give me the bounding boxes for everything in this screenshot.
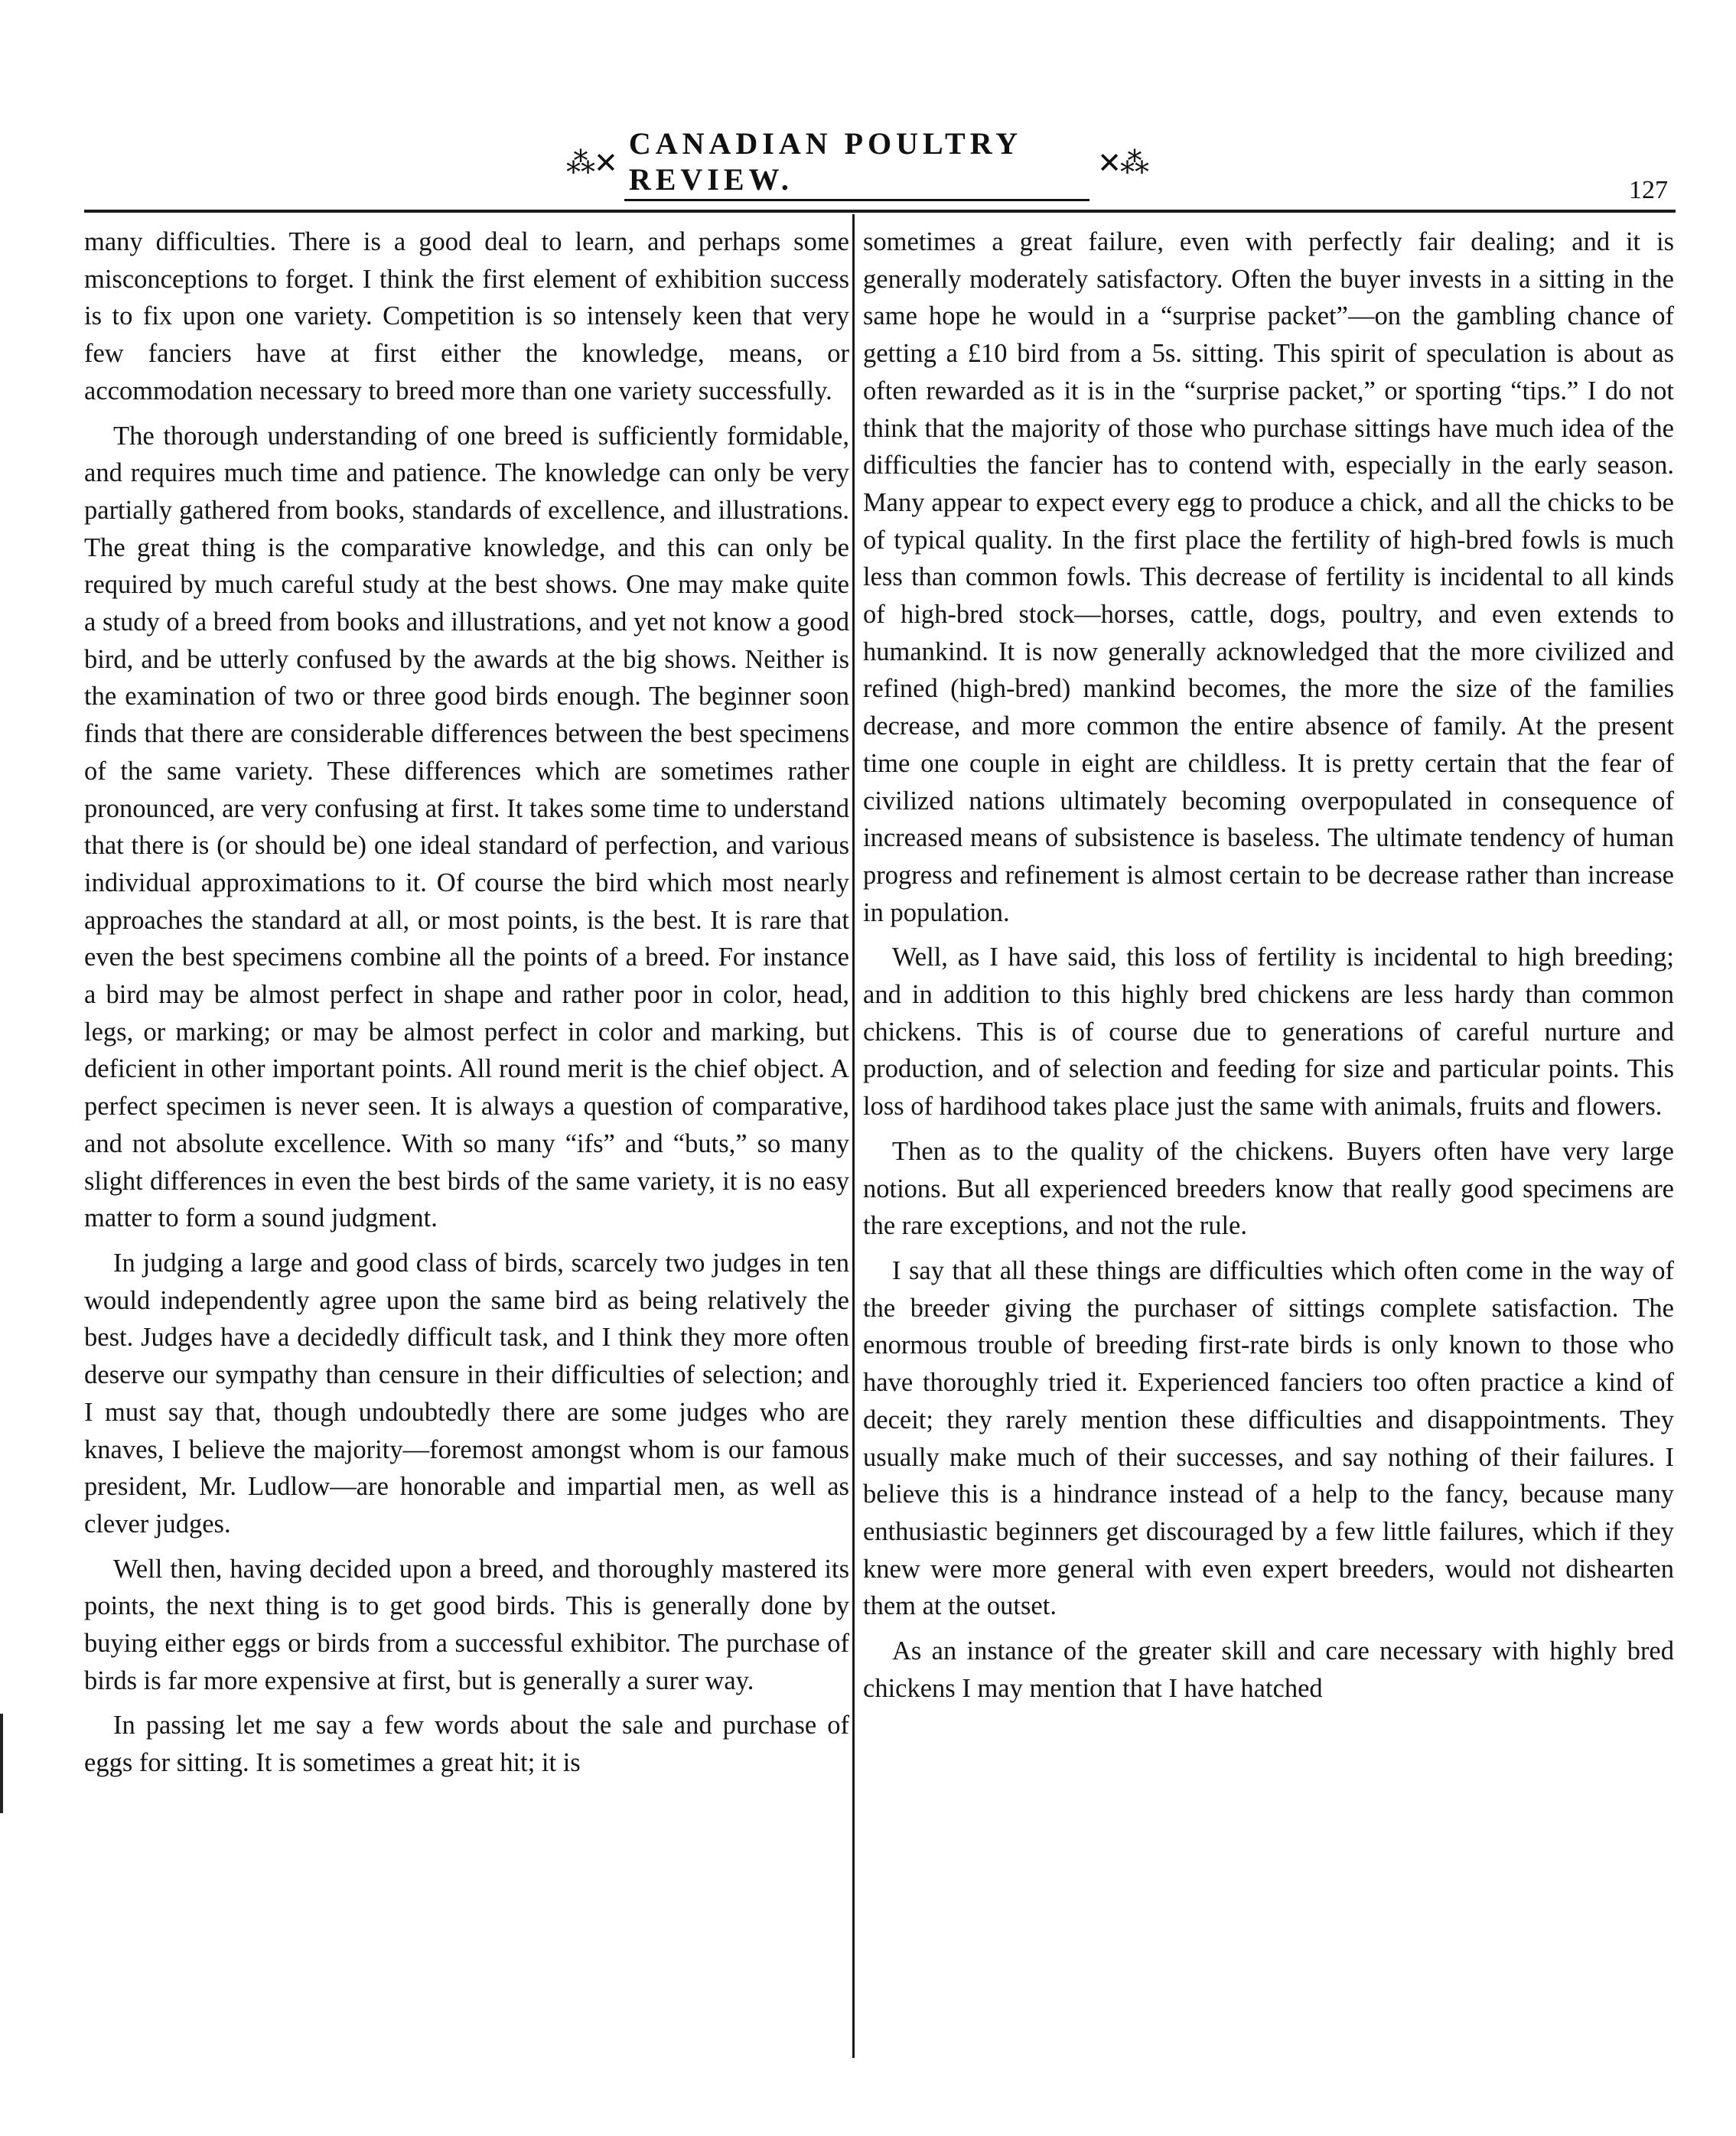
- paragraph: Well then, having decided upon a breed, and thoroughly mastered its points, the next thing is to get good birds. This is generally done by buying either eggs or birds from a successful exhibitor. The purchase of birds is far more expensive at first, but is generally a surer way.: [84, 1554, 849, 1695]
- paragraph: Then as to the quality of the chickens. Buyers often have very large notions. But all experienced breeders know that really good specimens are the rare exceptions, and not the rule.: [863, 1136, 1674, 1241]
- paragraph: sometimes a great failure, even with perfectly fair dealing; and it is generally moderately satisfactory. Often the buyer invests in a sitting in the same hope he would in a “surprise packet”—on the gambling chance of getting a £10 bird from a 5s. sitting. This spirit of speculation is about as often rewarded as it is in the “surprise packet,” or sporting “tips.” I do not think that the majority of those who purchase sittings have much idea of the difficulties the fancier has to contend with, especially in the early season. Many appear to expect every egg to produce a chick, and all the chicks to be of typical quality. In the first place the fertility of high-bred fowls is much less than common fowls. This decrease of fertility is incidental to all kinds of high-bred stock—horses, cattle, dogs, poultry, and even extends to humankind. It is now generally acknowledged that the more civilized and refined (high-bred) mankind becomes, the more the size of the families decrease, and more common the entire absence of family. At the present time one couple in eight are childless. It is pretty certain that the fear of civilized nations ultimately becoming overpopulated in consequence of increased means of subsistence is baseless. The ultimate tendency of human progress and refinement is almost certain to be decrease rather than increase in population.: [863, 227, 1674, 927]
- paragraph: The thorough understanding of one breed is sufficiently formidable, and requires much time and patience. The knowledge can only be very partially gathered from books, standards of excellence, and illustrations. The great thing is the comparative knowledge, and this can only be required by much careful study at the best shows. One may make quite a study of a breed from books and illustrations, and yet not know a good bird, and be utterly confused by the awards at the big shows. Neither is the examination of two or three good birds enough. The beginner soon finds that there are considerable differences between the best specimens of the same variety. These differences which are sometimes rather pronounced, are very confusing at first. It takes some time to understand that there is (or should be) one ideal standard of perfection, and various individual approximations to it. Of course the bird which most nearly approaches the standard at all, or most points, is the best. It is rare that even the best specimens combine all the points of a breed. For instance a bird may be almost perfect in shape and rather poor in color, head, legs, or marking; or may be almost perfect in color and marking, but deficient in other important points. All round merit is the chief object. A perfect specimen is never seen. It is always a question of comparative, and not absolute excellence. With so many “ifs” and “buts,” so many slight differences in even the best birds of the same variety, it is no easy matter to form a sound judgment.: [84, 421, 849, 1233]
- ornament-right-icon: ✕⁂: [1097, 147, 1148, 180]
- paragraph: I say that all these things are difficulties which often come in the way of the breeder giving the purchaser of sittings complete satisfaction. The enormous trouble of breeding first-rate birds is only known to those who have thoroughly tried it. Experienced fanciers too often practice a kind of deceit; they rarely mention these difficulties and disappointments. They usually make much of their successes, and say nothing of their failures. I believe this is a hindrance instead of a help to the fancy, because many enthusiastic beginners get discouraged by a few little failures, which if they knew were more general with even expert breeders, would not dishearten them at the outset.: [863, 1255, 1674, 1621]
- paragraph: many difficulties. There is a good deal to learn, and perhaps some misconceptions to forget. I think the first element of exhibition success is to fix upon one variety. Competition is so intensely keen that very few fanciers have at first either the knowledge, means, or accommodation necessary to breed more than one variety successfully.: [84, 227, 849, 405]
- paragraph: In judging a large and good class of birds, scarcely two judges in ten would independently agree upon the same bird as being relatively the best. Judges have a decidedly difficult task, and I think they more often deserve our sympathy than censure in their difficulties of selection; and I must say that, though undoubtedly there are some judges who are knaves, I believe the majority—foremost amongst whom is our famous president, Mr. Ludlow—are honorable and impartial men, as well as clever judges.: [84, 1248, 849, 1539]
- page-edge-mark: [0, 1714, 3, 1813]
- paragraph: Well, as I have said, this loss of fertility is incidental to high breeding; and in addition to this highly bred chickens are less hardy than common chickens. This is of course due to generations of careful nurture and production, and of selection and feeding for size and particular points. This loss of hardihood takes place just the same with animals, fruits and flowers.: [863, 943, 1674, 1122]
- paragraph: As an instance of the greater skill and care necessary with highly bred chickens I may mention that I have hatched: [863, 1636, 1674, 1703]
- column-divider: [852, 214, 855, 2058]
- header-rule: [84, 210, 1676, 213]
- ornament-left-icon: ⁂✕: [566, 147, 617, 180]
- masthead: [566, 125, 1148, 197]
- right-column: [863, 223, 1674, 1714]
- left-column: [84, 223, 849, 1789]
- paragraph: In passing let me say a few words about the sale and purchase of eggs for sitting. It is sometimes a great hit; it is: [84, 1711, 849, 1778]
- publication-title: CANADIAN POULTRY REVIEW.: [624, 125, 1089, 201]
- page-number: 127: [1629, 176, 1668, 204]
